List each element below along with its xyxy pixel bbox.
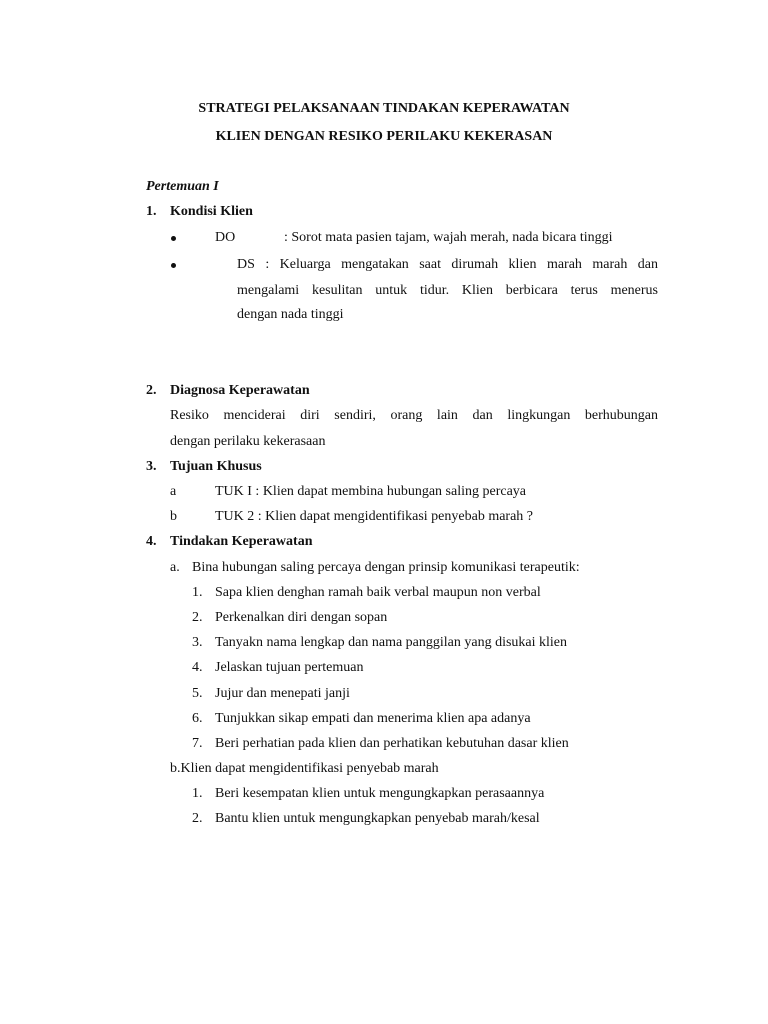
list-item-number: 2. — [192, 610, 203, 625]
diagnosis-line-1: Resiko menciderai diri sendiri, orang lain dan lingkungan berhubungan — [170, 408, 658, 423]
document-title-line2: KLIEN DENGAN RESIKO PERILAKU KEKERASAN — [215, 129, 553, 144]
bullet-icon — [171, 263, 176, 268]
goal-marker: b — [170, 509, 177, 524]
meeting-label: Pertemuan I — [146, 179, 219, 194]
do-label: DO — [215, 230, 236, 245]
subsection-a-text: Bina hubungan saling percaya dengan prinsip komunikasi terapeutik: — [192, 560, 580, 575]
bullet-icon — [171, 236, 176, 241]
section-4-heading: Tindakan Keperawatan — [170, 534, 313, 549]
list-item-number: 5. — [192, 686, 203, 701]
goal-marker: a — [170, 484, 177, 499]
ds-line-1: DS : Keluarga mengatakan saat dirumah klien marah marah dan — [237, 257, 658, 272]
list-item-number: 4. — [192, 660, 203, 675]
section-4-number: 4. — [146, 534, 157, 549]
list-item: Beri kesempatan klien untuk mengungkapkan perasaannya — [215, 786, 545, 801]
list-item-number: 7. — [192, 736, 203, 751]
document-title-line1: STRATEGI PELAKSANAAN TINDAKAN KEPERAWATAN — [198, 101, 570, 116]
goal-text: TUK I : Klien dapat membina hubungan saling percaya — [215, 484, 527, 499]
list-item: Tanyakn nama lengkap dan nama panggilan yang disukai klien — [215, 635, 568, 650]
list-item: Sapa klien denghan ramah baik verbal maupun non verbal — [215, 585, 541, 600]
goal-text: TUK 2 : Klien dapat mengidentifikasi penyebab marah ? — [215, 509, 534, 524]
list-item: Bantu klien untuk mengungkapkan penyebab marah/kesal — [215, 811, 540, 826]
section-2-heading: Diagnosa Keperawatan — [170, 383, 310, 398]
list-item-number: 6. — [192, 711, 203, 726]
ds-line-3: dengan nada tinggi — [237, 307, 344, 322]
list-item-number: 1. — [192, 585, 203, 600]
section-2-number: 2. — [146, 383, 157, 398]
do-text: : Sorot mata pasien tajam, wajah merah, nada bicara tinggi — [284, 230, 613, 245]
diagnosis-line-2: dengan perilaku kekerasaan — [170, 434, 326, 449]
list-item-number: 1. — [192, 786, 203, 801]
list-item-number: 2. — [192, 811, 203, 826]
section-3-heading: Tujuan Khusus — [170, 459, 262, 474]
ds-line-2: mengalami kesulitan untuk tidur. Klien berbicara terus menerus — [237, 283, 658, 298]
list-item-number: 3. — [192, 635, 203, 650]
subsection-a-label: a. — [170, 560, 180, 575]
list-item: Jelaskan tujuan pertemuan — [215, 660, 364, 675]
list-item: Tunjukkan sikap empati dan menerima klien apa adanya — [215, 711, 531, 726]
list-item: Jujur dan menepati janji — [215, 686, 350, 701]
section-1-number: 1. — [146, 204, 157, 219]
list-item: Perkenalkan diri dengan sopan — [215, 610, 388, 625]
list-item: Beri perhatian pada klien dan perhatikan kebutuhan dasar klien — [215, 736, 569, 751]
subsection-b-text: b.Klien dapat mengidentifikasi penyebab marah — [170, 761, 439, 776]
section-3-number: 3. — [146, 459, 157, 474]
section-1-heading: Kondisi Klien — [170, 204, 253, 219]
